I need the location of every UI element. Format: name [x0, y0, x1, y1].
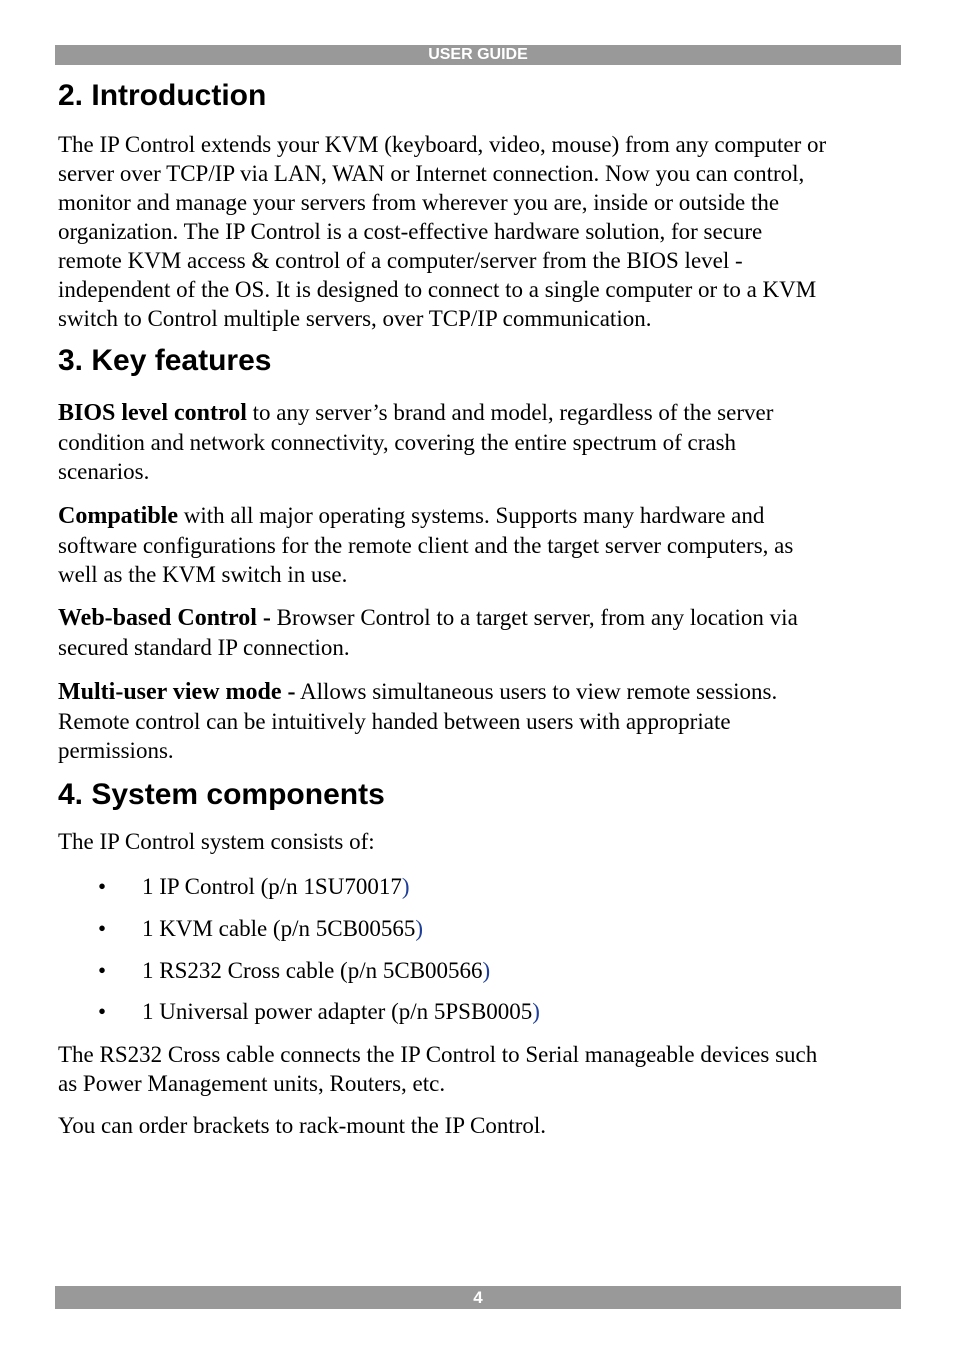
feature-title: BIOS level control — [58, 400, 247, 426]
bullet-icon: • — [98, 999, 107, 1024]
footer-bar — [55, 1286, 901, 1309]
rs232-paragraph: The RS232 Cross cable connects the IP Control to Serial manageable devices such as Power Management units, Routers, etc. — [58, 1042, 818, 1096]
bullet-icon: • — [98, 916, 107, 941]
feature-bios-level-control: BIOS level control to any server’s brand and model, regardless of the server condition and network connectivity, covering the entire spectrum of crash scenarios. — [58, 400, 774, 484]
feature-compatible: Compatible with all major operating systems. Supports many hardware and software configurations for the remote client and the target server computers, as well as the KVM switch in use. — [58, 503, 794, 587]
header-bar — [55, 45, 901, 65]
feature-title: Web-based Control - — [58, 605, 271, 631]
feature-web-based-control: Web-based Control - Browser Control to a target server, from any location via secured standard IP connection. — [58, 605, 798, 660]
list-item: • 1 IP Control (p/n 1SU70017) — [98, 874, 410, 899]
key-features-heading: 3. Key features — [58, 344, 272, 377]
system-components-heading: 4. System components — [58, 778, 385, 811]
feature-multi-user-view-mode: Multi-user view mode - Allows simultaneous users to view remote sessions. Remote control can be intuitively handed between users with appropriate permissions. — [58, 679, 778, 763]
components-intro: The IP Control system consists of: — [58, 829, 375, 854]
list-item: • 1 KVM cable (p/n 5CB00565) — [98, 916, 424, 941]
brackets-paragraph: You can order brackets to rack-mount the IP Control. — [58, 1113, 547, 1138]
page-number: 4 — [473, 1288, 483, 1307]
introduction-paragraph: The IP Control extends your KVM (keyboard, video, mouse) from any computer or server over TCP/IP via LAN, WAN or Internet connection. Now you can control, monitor and manage your servers from wherever you are, inside or outside the organization. The IP Control is a cost-effective hardware solution, for secure remote KVM access & control of a computer/server from the BIOS level - independent of the OS. It is designed to connect to a single computer or to a KVM switch to Control multiple servers, over TCP/IP communication. — [58, 132, 827, 331]
list-item: • 1 RS232 Cross cable (p/n 5CB00566) — [98, 958, 491, 983]
header-title: USER GUIDE — [428, 46, 528, 63]
feature-title: Multi-user view mode - — [58, 679, 296, 705]
introduction-heading: 2. Introduction — [58, 79, 267, 112]
list-item: • 1 Universal power adapter (p/n 5PSB0005) — [98, 999, 540, 1024]
bullet-icon: • — [98, 958, 107, 983]
feature-title: Compatible — [58, 503, 178, 529]
bullet-icon: • — [98, 874, 107, 899]
